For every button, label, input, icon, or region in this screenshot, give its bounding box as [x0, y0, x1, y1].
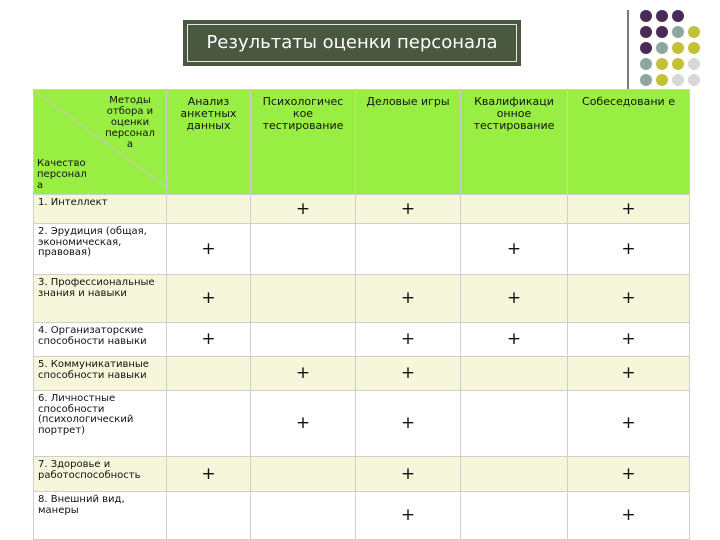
mark-cell: + — [251, 195, 356, 224]
row-label: 2. Эрудиция (общая, экономическая, правовая) — [34, 224, 167, 275]
table-row — [34, 492, 690, 540]
mark-cell — [167, 195, 251, 224]
header-corner-cell — [34, 90, 167, 195]
mark-cell — [461, 391, 568, 457]
decorative-dot — [640, 42, 652, 54]
mark-cell: + — [568, 323, 690, 357]
mark-cell: + — [251, 357, 356, 391]
mark-cell: + — [461, 275, 568, 323]
mark-cell: + — [356, 492, 461, 540]
mark-cell — [167, 391, 251, 457]
row-label: 5. Коммуникативные способности навыки — [34, 357, 167, 391]
decorative-dot — [656, 26, 668, 38]
mark-cell: + — [568, 224, 690, 275]
decorative-dot — [672, 26, 684, 38]
page-title: Результаты оценки персонала — [187, 24, 517, 62]
mark-cell — [167, 357, 251, 391]
mark-cell: + — [461, 323, 568, 357]
mark-cell: + — [568, 357, 690, 391]
mark-cell — [251, 457, 356, 492]
decorative-dot — [672, 74, 684, 86]
mark-cell: + — [461, 224, 568, 275]
mark-cell: + — [356, 275, 461, 323]
mark-cell: + — [568, 492, 690, 540]
table-row — [34, 195, 690, 224]
mark-cell: + — [356, 357, 461, 391]
decorative-dot — [640, 74, 652, 86]
title-banner — [183, 20, 521, 66]
row-label: 6. Личностные способности (психологический портрет) — [34, 391, 167, 457]
mark-cell: + — [356, 391, 461, 457]
decorative-dot — [656, 10, 668, 22]
mark-cell — [251, 492, 356, 540]
mark-cell: + — [167, 457, 251, 492]
decorative-dot — [656, 42, 668, 54]
mark-cell — [461, 357, 568, 391]
table-row — [34, 457, 690, 492]
methods-axis-label: Методы отбора и оценки персонал а — [105, 95, 155, 150]
mark-cell: + — [356, 323, 461, 357]
row-label: 8. Внешний вид, манеры — [34, 492, 167, 540]
decorative-dot — [640, 26, 652, 38]
mark-cell — [251, 275, 356, 323]
decorative-dot — [688, 74, 700, 86]
table-row — [34, 275, 690, 323]
mark-cell: + — [568, 391, 690, 457]
mark-cell — [461, 457, 568, 492]
row-label: 4. Организаторские способности навыки — [34, 323, 167, 357]
mark-cell — [167, 492, 251, 540]
mark-cell — [251, 224, 356, 275]
mark-cell: + — [568, 195, 690, 224]
mark-cell — [461, 195, 568, 224]
column-header: Квалификаци онное тестирование — [461, 90, 568, 195]
mark-cell: + — [568, 457, 690, 492]
decorative-dot — [672, 42, 684, 54]
mark-cell — [356, 224, 461, 275]
mark-cell: + — [167, 224, 251, 275]
mark-cell: + — [251, 391, 356, 457]
row-label: 7. Здоровье и работоспособность — [34, 457, 167, 492]
quality-axis-label: Качество персонал а — [37, 158, 87, 191]
assessment-table — [33, 89, 690, 540]
table-row — [34, 391, 690, 457]
mark-cell: + — [568, 275, 690, 323]
column-header: Деловые игры — [356, 90, 461, 195]
row-label: 1. Интеллект — [34, 195, 167, 224]
mark-cell — [461, 492, 568, 540]
decorative-dot — [688, 58, 700, 70]
decorative-dot — [656, 74, 668, 86]
table-row — [34, 357, 690, 391]
mark-cell: + — [167, 275, 251, 323]
decorative-dot — [640, 58, 652, 70]
row-label: 3. Профессиональные знания и навыки — [34, 275, 167, 323]
mark-cell — [251, 323, 356, 357]
table-row — [34, 224, 690, 275]
decorative-dot — [672, 58, 684, 70]
table-header-row — [34, 90, 690, 195]
decorative-dot — [688, 42, 700, 54]
column-header: Анализ анкетных данных — [167, 90, 251, 195]
column-header: Собеседовани е — [568, 90, 690, 195]
table-row — [34, 323, 690, 357]
decorative-dot — [656, 58, 668, 70]
mark-cell: + — [356, 457, 461, 492]
mark-cell: + — [356, 195, 461, 224]
column-header: Психологичес кое тестирование — [251, 90, 356, 195]
decorative-dot — [640, 10, 652, 22]
decorative-dot — [672, 10, 684, 22]
mark-cell: + — [167, 323, 251, 357]
decorative-dot — [688, 26, 700, 38]
